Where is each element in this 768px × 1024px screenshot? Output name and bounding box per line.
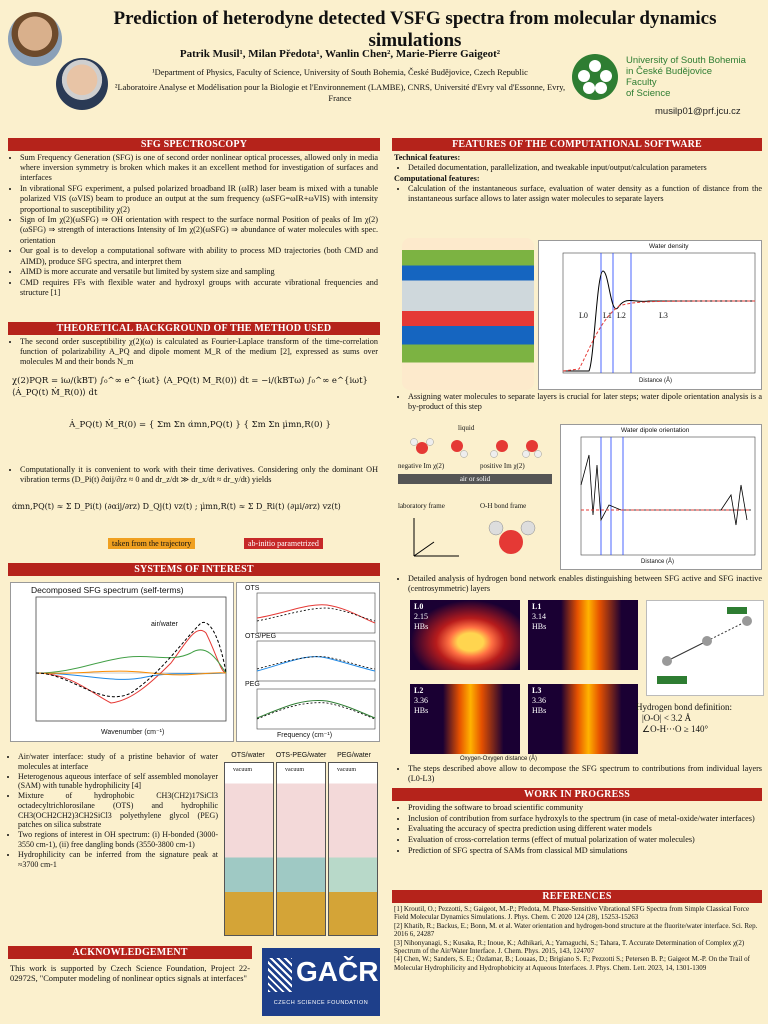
ref-3: [3] Nihonyanagi, S.; Kusaka, R.; Inoue, K.; Adhikari, A.; Yamaguchi, S.; Tahara, T. Accurate Determination of Complex χ(2) Spectrum of the Air/Water Interface. J. Chem. Phys. 2015, 143, 124707 <box>394 938 745 956</box>
systems-bullet-3: • Mixture of hydrophobic CH3(CH2)17SiCl3 octadecyltrichlorosilane (OTS) and hydrophilic CH3(OCH2CH2)3CH2SiCl3 polyethylene glycol (PEG) patches on silica substrate <box>18 791 218 829</box>
hb-panel-L3 <box>528 684 638 754</box>
oo-axis-label: Oxygen-Oxygen distance (Å) <box>460 756 538 762</box>
ots-plots <box>236 582 380 742</box>
sfg-bullet-6: • CMD requires FFs with flexible water and hydroxyl groups with accurate vibrational frequencies and structure [1] <box>20 278 378 298</box>
water-molecules-icon <box>402 434 550 460</box>
equation-derivatives: α̇mn,PQ(t) ≈ Σ D_Pi(t) (∂αij/∂rz) D_Qj(t) vz(t) ; μ̇mn,R(t) ≈ Σ D_Ri(t) (∂μi/∂rz) vz(t) <box>12 502 341 511</box>
section-sfg: SFG SPECTROSCOPY <box>8 138 380 151</box>
section-ack: ACKNOWLEDGEMENT <box>8 946 252 959</box>
gacr-logo-text: GAČR <box>296 956 379 987</box>
positive-label: positive Im χ(2) <box>480 462 525 470</box>
hb-L0-unit: HBs <box>414 622 429 631</box>
negative-label: negative Im χ(2) <box>398 462 445 470</box>
comp-bullet-2: • Assigning water molecules to separate layers is crucial for later steps; water dipole orientation analysis is a by-product of this step <box>408 392 762 412</box>
hb-L1-value: 3.14 <box>532 612 546 621</box>
hb-L1-unit: HBs <box>532 622 547 631</box>
ots-svg <box>237 583 379 741</box>
wip-bullet-3: • Evaluating the accuracy of spectra prediction using different water models <box>408 824 762 834</box>
density-svg <box>539 241 761 389</box>
decomposed-svg <box>11 583 233 741</box>
university-name <box>626 55 746 99</box>
references <box>394 905 762 972</box>
uni-line-1: University of South Bohemia <box>626 55 746 66</box>
sfg-bullet-4: • Our goal is to develop a computational software with ability to process MD trajectories (both CMD and AIMD), produce SFG spectra, and interpret them <box>20 246 378 266</box>
ack-text: This work is supported by Czech Science Foundation, Project 22-02972S, "Computer modeling of nonlinear optics signals at interfaces" <box>10 964 250 984</box>
features-text <box>394 153 762 205</box>
header <box>0 0 768 122</box>
decomposed-sfg-plot <box>10 582 234 742</box>
layer-L2: L2 <box>617 311 626 320</box>
hb-L2-layer: L2 <box>414 686 424 695</box>
md-snapshots <box>222 752 380 934</box>
density-plot <box>538 240 762 390</box>
equation-chi: χ(2)PQR = iω/(kBT) ∫₀^∞ e^{iωt} ⟨A_PQ(t) M_R(0)⟩ dt = −i/(kBTω) ∫₀^∞ e^{iωt} ⟨Ȧ_PQ(t) Ṁ_R(0)⟩ dt <box>12 376 368 398</box>
snapshot-title-2: OTS-PEG/water <box>275 752 327 759</box>
author-photo-2 <box>56 58 108 110</box>
systems-text <box>4 752 218 870</box>
theory-bullet-2: • Computationally it is convenient to work with their time derivatives. Considering only the dominant OH vibration terms (D_Pi(t) ∂αij/∂rz ≈ 0 and dr_z/dt ≫ dr_x/dt ≈ dr_y/dt) yields <box>20 465 378 485</box>
university-logo-icon <box>570 52 620 102</box>
hb-definition <box>636 702 762 735</box>
theory-text-1 <box>6 337 378 368</box>
orientation-svg <box>561 425 761 569</box>
vacuum-label-3: vacuum <box>337 767 356 773</box>
air-solid-label: air or solid <box>398 474 552 484</box>
comp-bullet-4: • The steps described above allow to decompose the SFG spectrum to contributions from individual layers (L0-L3) <box>408 764 762 784</box>
sfg-bullet-3: • Sign of Im χ(2)(ωSFG) ⇒ OH orientation with respect to the surface normal Position of peaks of Im χ(2)(ωSFG) ⇒ strength of interactions Intensity of Im χ(2)(ωSFG) ⇒ abundance of water molecules with spec. orientation <box>20 215 378 246</box>
density-title: Water density <box>649 243 689 250</box>
gacr-logo <box>262 948 380 1016</box>
airwater-plot-label: air/water <box>151 621 178 628</box>
uni-line-4: of Science <box>626 88 671 99</box>
comp-head: Computational features: <box>394 173 480 183</box>
tech-head: Technical features: <box>394 153 461 162</box>
hb-def-2: ∠O-H···O ≥ 140° <box>642 724 709 734</box>
tag-abinitio: ab-initio parametrized <box>244 538 323 549</box>
orientation-axis-label: Distance (Å) <box>641 559 675 565</box>
section-features: FEATURES OF THE COMPUTATIONAL SOFTWARE <box>392 138 762 151</box>
gacr-emblem-icon <box>268 958 292 992</box>
wip-text <box>394 803 762 857</box>
tag-trajectory: taken from the trajectory <box>108 538 195 549</box>
systems-bullet-5: • Hydrophilicity can be inferred from the signature peak at ≈3700 cm-1 <box>18 850 218 869</box>
hb-def-1: |O-O| < 3.2 Å <box>642 713 692 723</box>
water-slab-image <box>402 238 534 390</box>
uni-line-3: Faculty <box>626 77 657 88</box>
wavenumber-axis-label: Wavenumber (cm⁻¹) <box>101 729 165 736</box>
hb-L2-value: 3.36 <box>414 696 428 705</box>
authors: Patrik Musil¹, Milan Předota¹, Wanlin Chen², Marie-Pierre Gaigeot² <box>179 48 501 60</box>
distance-axis-label: Distance (Å) <box>639 378 673 384</box>
ref-1: [1] Kroutil, O.; Pezzotti, S.; Gaigeot, M.-P.; Předota, M. Phase-Sensitive Vibrational SFG Spectra from Simple Classical Force Field Molecular Dynamics Simulations. J. Phys. Chem. C 2020 124 (28), 15253-15263 <box>394 905 750 922</box>
hb-L3-value: 3.36 <box>532 696 546 705</box>
hb-L3-layer: L3 <box>532 686 542 695</box>
hb-L1-layer: L1 <box>532 602 542 611</box>
orientation-schematic <box>396 418 556 568</box>
features-text-4 <box>394 764 762 785</box>
oh-molecule-icon <box>476 514 546 564</box>
section-theory: THEORETICAL BACKGROUND OF THE METHOD USED <box>8 322 380 335</box>
peg-label: PEG <box>245 681 260 688</box>
axes-icon <box>404 514 464 564</box>
hb-panel-L1 <box>528 600 638 670</box>
lab-frame-label: laboratory frame <box>398 502 445 510</box>
comp-bullet-1: • Calculation of the instantaneous surface, evaluation of water density as a function of distance from the instantaneous surface allows to later assign water molecules to separate layers <box>408 184 762 204</box>
oh-frame-label: O-H bond frame <box>480 502 527 510</box>
snapshot-peg <box>328 762 378 936</box>
vacuum-label-2: vacuum <box>285 767 304 773</box>
poster-title: Prediction of heterodyne detected VSFG spectra from molecular dynamics simulations <box>113 8 717 51</box>
theory-bullet-1: • The second order susceptibility χ(2)(ω) is calculated as Fourier-Laplace transform of the time-correlation function of polarizability A_PQ and dipole moment M_R of the medium [2], expressed as sums over molecules M and their bonds N_m <box>20 337 378 368</box>
wip-bullet-1: • Providing the software to broad scientific community <box>408 803 762 813</box>
hb-L0-value: 2.15 <box>414 612 428 621</box>
affiliation-2: ²Laboratoire Analyse et Modélisation pour la Biologie et l'Environnement (LAMBE), CNRS, Université d'Evry val d'Essonne, Evry, France <box>114 82 566 103</box>
otspeg-label: OTS/PEG <box>245 633 277 640</box>
hb-L3-unit: HBs <box>532 706 547 715</box>
frequency-axis-label: Frequency (cm⁻¹) <box>277 732 333 739</box>
wip-bullet-4: • Evaluation of cross-correlation terms (effect of mutual polarization of water molecules) <box>408 835 762 845</box>
snapshot-title-3: PEG/water <box>337 752 371 759</box>
wip-bullet-5: • Prediction of SFG spectra of SAMs from classical MD simulations <box>408 846 762 856</box>
snapshot-title-1: OTS/water <box>231 752 265 759</box>
ref-4: [4] Chen, W.; Sanders, S. E.; Özdamar, B.; Louaas, D.; Brigiano S. F.; Pezzotti S.; Petersen B. P.; Gaigeot M.-P. On the Trail of Molecular Hydrophilicity and Hydrophobicity at Aqueous Interfaces. J. Phys. Chem. Lett. 2023, 14, 1301-1309 <box>394 955 750 972</box>
systems-bullet-4: • Two regions of interest in OH spectrum: (i) H-bonded (3000-3550 cm-1), (ii) free dangling bonds (3550-3800 cm-1) <box>18 830 218 849</box>
ref-2: [2] Khatib, R.; Backus, E.; Bonn, M. et al. Water orientation and hydrogen-bond structure at the fluorite/water interface. Sci. Rep. 2016 6, 24287 <box>394 921 758 939</box>
liquid-label: liquid <box>458 424 475 432</box>
hb-panel-L0 <box>410 600 520 670</box>
hb-panel-L2 <box>410 684 520 754</box>
decomposed-plot-title: Decomposed SFG spectrum (self-terms) <box>31 585 184 595</box>
gacr-logo-sub: CZECH SCIENCE FOUNDATION <box>273 1000 369 1006</box>
orientation-title: Water dipole orientation <box>621 427 690 434</box>
systems-bullet-2: • Heterogenous aqueous interface of self assembled monolayer (SAM) with tunable hydrophilicity [4] <box>18 772 218 791</box>
affiliation-1: ¹Department of Physics, Faculty of Science, University of South Bohemia, České Budějovice, Czech Republic <box>152 67 528 77</box>
uni-line-2: in České Budějovice <box>626 66 713 77</box>
hb-L2-unit: HBs <box>414 706 429 715</box>
section-references: REFERENCES <box>392 890 762 903</box>
hbond-schematic <box>646 600 764 696</box>
layer-L3: L3 <box>659 311 668 320</box>
layer-L1: L1 <box>603 311 612 320</box>
section-wip: WORK IN PROGRESS <box>392 788 762 801</box>
sfg-bullet-5: • AIMD is more accurate and versatile but limited by system size and sampling <box>20 267 378 277</box>
theory-text-2 <box>6 465 378 486</box>
snapshot-ots <box>224 762 274 936</box>
vacuum-label-1: vacuum <box>233 767 252 773</box>
dipole-orientation-plot <box>560 424 762 570</box>
sfg-bullet-1: • Sum Frequency Generation (SFG) is one of second order nonlinear optical processes, allowed only in media where inversion symmetry is broken which makes it an excellent method for investigation of surfaces and interfaces <box>20 153 378 184</box>
wip-bullet-2: • Inclusion of contribution from surface hydroxyls to the spectrum (in case of metal-oxide/water interfaces) <box>408 814 762 824</box>
email[interactable]: musilp01@prf.jcu.cz <box>655 106 741 117</box>
features-text-2 <box>394 392 762 413</box>
sfg-bullet-2: • In vibrational SFG experiment, a pulsed polarized broadband IR (ωIR) laser beam is mixed with a tunable polarized VIS (ωVIS) beam to produce an output at the sum frequency (ωSFG=ωIR+ωVIS) with intensity proportional to susceptibility χ(2) <box>20 184 378 215</box>
equation-product: Ȧ_PQ(t) Ṁ_R(0) = { Σm Σn α̇mn,PQ(t) } { Σm Σn μ̇mn,R(0) } <box>69 420 331 430</box>
section-systems: SYSTEMS OF INTEREST <box>8 563 380 576</box>
hb-L0-layer: L0 <box>414 602 424 611</box>
systems-bullet-1: • Air/water interface: study of a pristine behavior of water molecules at interface <box>18 752 218 771</box>
ots-label: OTS <box>245 585 260 592</box>
hb-def-title: Hydrogen bond definition: <box>636 702 732 712</box>
comp-bullet-3: • Detailed analysis of hydrogen bond network enables distinguishing between SFG active and SFG inactive (centrosymmetric) layers <box>408 574 762 594</box>
tech-bullet-1: • Detailed documentation, parallelization, and tweakable input/output/calculation parameters <box>408 163 762 173</box>
features-text-3 <box>394 574 762 595</box>
layer-L0: L0 <box>579 311 588 320</box>
author-photo-1 <box>8 12 62 66</box>
snapshot-ots-peg <box>276 762 326 936</box>
sfg-text <box>6 153 378 299</box>
